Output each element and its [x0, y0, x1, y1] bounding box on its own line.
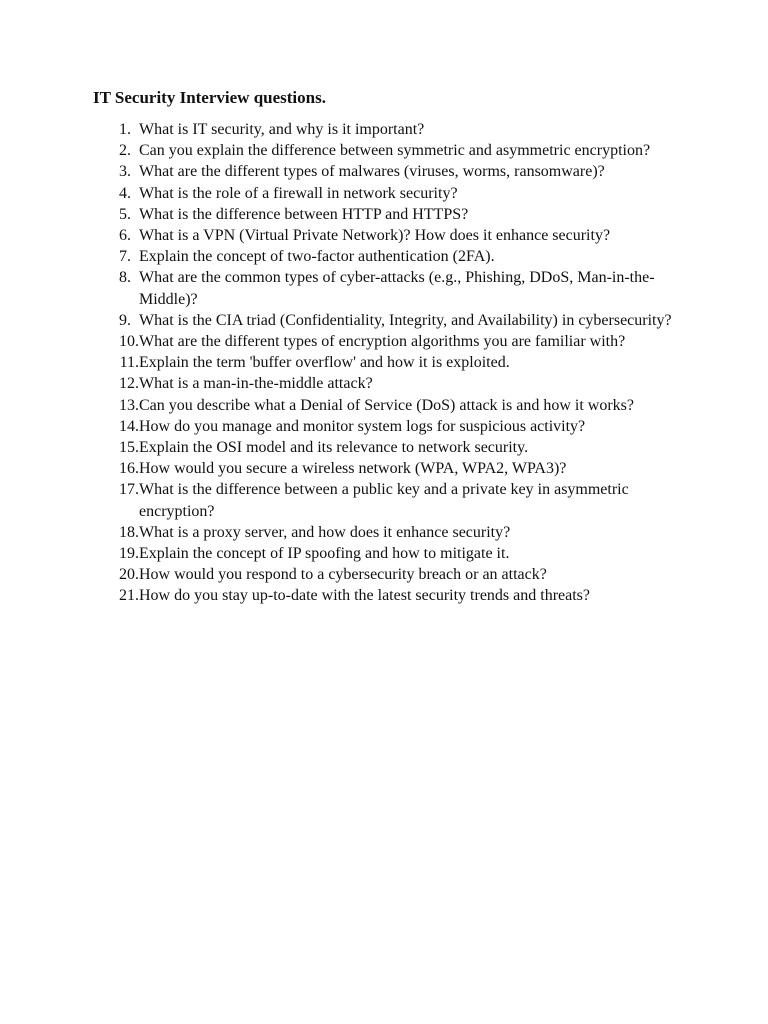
- question-item: [93, 373, 693, 394]
- question-item: [93, 246, 693, 267]
- question-item: [93, 416, 693, 437]
- question-text: What are the common types of cyber-attacks (e.g., Phishing, DDoS, Man-in-the-Middle)?: [139, 269, 655, 308]
- question-item: [93, 437, 693, 458]
- question-number: 18.: [119, 523, 139, 541]
- question-item: [93, 458, 693, 479]
- question-item: [93, 585, 693, 606]
- question-number: 20.: [119, 566, 139, 584]
- question-text: Explain the concept of IP spoofing and how to mitigate it.: [139, 545, 510, 563]
- question-item: [93, 140, 693, 161]
- question-number: 8.: [119, 269, 131, 287]
- question-number: 2.: [119, 142, 131, 160]
- question-text: Explain the term 'buffer overflow' and how it is exploited.: [139, 354, 510, 372]
- question-number: 21.: [119, 587, 139, 605]
- question-number: 5.: [119, 205, 131, 223]
- question-item: [93, 310, 693, 331]
- question-text: What are the different types of malwares (viruses, worms, ransomware)?: [139, 163, 605, 181]
- question-number: 11.: [119, 354, 139, 372]
- question-number: 15.: [119, 439, 139, 457]
- question-number: 17.: [119, 481, 139, 499]
- question-item: [93, 479, 693, 521]
- question-number: 9.: [119, 311, 131, 329]
- question-item: [93, 522, 693, 543]
- question-text: Can you describe what a Denial of Service (DoS) attack is and how it works?: [139, 396, 634, 414]
- question-item: [93, 352, 693, 373]
- question-number: 13.: [119, 396, 139, 414]
- question-item: [93, 395, 693, 416]
- question-text: What is IT security, and why is it important?: [139, 121, 425, 138]
- question-text: What is a man-in-the-middle attack?: [139, 375, 373, 393]
- question-text: What is a VPN (Virtual Private Network)? How does it enhance security?: [139, 227, 611, 245]
- question-item: [93, 543, 693, 564]
- question-text: How would you secure a wireless network (WPA, WPA2, WPA3)?: [139, 460, 567, 478]
- question-item: [93, 204, 693, 225]
- question-text: How do you manage and monitor system logs for suspicious activity?: [139, 417, 586, 435]
- question-number: 19.: [119, 545, 139, 563]
- question-text: What is the difference between a public key and a private key in asymmetric encryption?: [139, 481, 629, 520]
- question-text: What are the different types of encryption algorithms you are familiar with?: [139, 333, 626, 351]
- question-text: How would you respond to a cybersecurity breach or an attack?: [139, 566, 547, 584]
- question-number: 16.: [119, 460, 139, 478]
- document-title: IT Security Interview questions.: [93, 88, 326, 107]
- question-item: [93, 564, 693, 585]
- question-text: Can you explain the difference between symmetric and asymmetric encryption?: [139, 142, 651, 160]
- question-item: [93, 331, 693, 352]
- question-number: 3.: [119, 163, 131, 181]
- question-item: [93, 225, 693, 246]
- question-number: 14.: [119, 417, 139, 435]
- question-item: [93, 119, 693, 140]
- question-number: 4.: [119, 184, 131, 202]
- question-text: Explain the OSI model and its relevance to network security.: [139, 439, 529, 457]
- question-text: What is a proxy server, and how does it enhance security?: [139, 523, 511, 541]
- question-text: How do you stay up-to-date with the latest security trends and threats?: [139, 587, 590, 605]
- question-text: What is the role of a firewall in network security?: [139, 184, 458, 202]
- question-number: 10.: [119, 333, 139, 351]
- question-number: 7.: [119, 248, 131, 266]
- question-list: [93, 119, 693, 607]
- question-number: 12.: [119, 375, 139, 393]
- question-text: What is the CIA triad (Confidentiality, Integrity, and Availability) in cybersecurity?: [139, 311, 672, 329]
- question-number: 6.: [119, 227, 131, 245]
- question-text: Explain the concept of two-factor authentication (2FA).: [139, 248, 495, 266]
- question-item: [93, 161, 693, 182]
- question-number: 1.: [119, 121, 131, 138]
- question-item: [93, 183, 693, 204]
- question-item: [93, 267, 693, 309]
- question-text: What is the difference between HTTP and HTTPS?: [139, 205, 469, 223]
